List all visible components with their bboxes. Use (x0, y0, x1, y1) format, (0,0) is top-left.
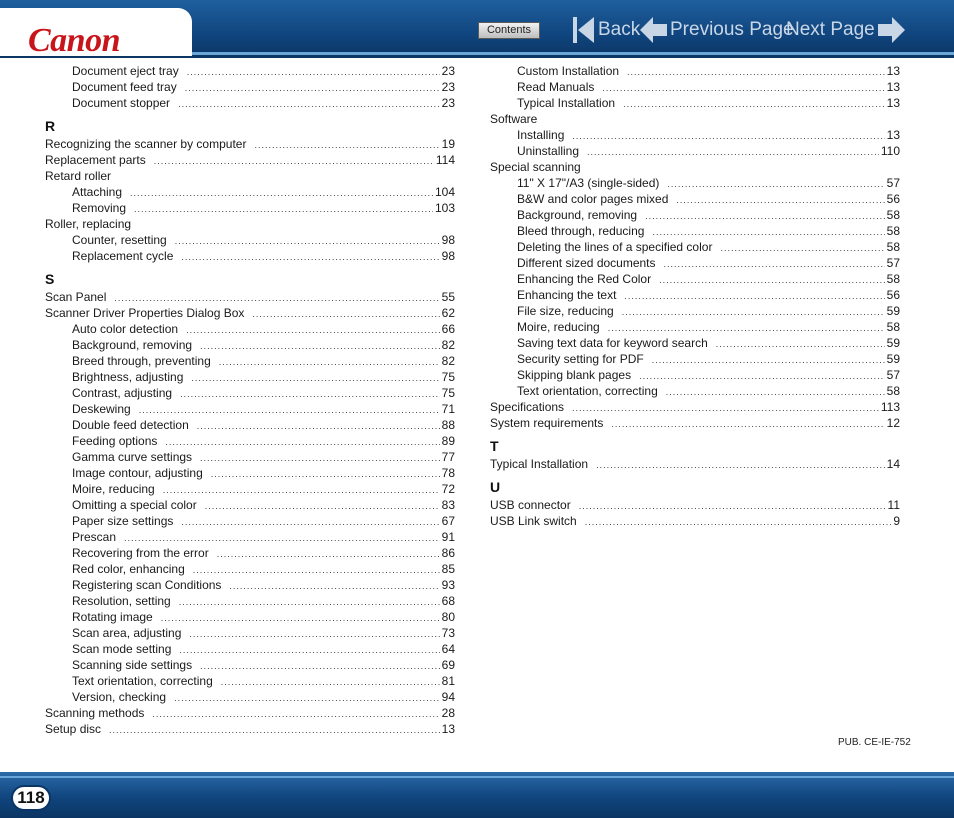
entry-label: Breed through, preventing (72, 354, 211, 368)
entry-page-link[interactable]: 98 (441, 233, 455, 247)
entry-label: 11" X 17"/A3 (single-sided) (517, 176, 660, 190)
entry-page-link[interactable]: 59 (886, 336, 900, 350)
entry-page-link[interactable]: 13 (886, 128, 900, 142)
entry-page-link[interactable]: 23 (441, 64, 455, 78)
index-column-left (45, 63, 455, 737)
dot-leader (664, 256, 885, 271)
entry-page-link[interactable]: 81 (441, 674, 455, 688)
index-subentry[interactable] (45, 417, 455, 433)
entry-label: B&W and color pages mixed (517, 192, 669, 206)
dot-leader (175, 233, 440, 248)
index-subentry[interactable] (45, 529, 455, 545)
index-subentry[interactable] (490, 175, 900, 191)
dot-leader (191, 370, 439, 385)
entry-label: Counter, resetting (72, 233, 167, 247)
entry-label: Read Manuals (517, 80, 595, 94)
entry-page-link[interactable]: 82 (441, 338, 455, 352)
dot-leader (181, 514, 439, 529)
entry-label: Recognizing the scanner by computer (45, 137, 247, 151)
entry-page-link[interactable]: 13 (441, 722, 455, 736)
index-entry[interactable] (490, 415, 900, 431)
index-entry (490, 159, 900, 175)
entry-page-link[interactable]: 55 (441, 290, 455, 304)
entry-page-link[interactable]: 110 (880, 144, 900, 158)
index-subentry[interactable] (45, 353, 455, 369)
dot-leader (720, 240, 884, 255)
publication-code: PUB. CE-IE-752 (838, 737, 911, 748)
dot-leader (163, 482, 440, 497)
index-subentry[interactable] (490, 271, 900, 287)
entry-label: Document feed tray (72, 80, 177, 94)
entry-page-link[interactable]: 113 (880, 400, 900, 414)
entry-page-link[interactable]: 58 (886, 384, 900, 398)
dot-leader (585, 514, 892, 529)
index-entry[interactable] (45, 289, 455, 305)
dot-leader (622, 304, 885, 319)
index-letter-heading: R (45, 118, 56, 134)
entry-page-link[interactable]: 83 (441, 498, 455, 512)
entry-label: Document eject tray (72, 64, 179, 78)
dot-leader (109, 722, 440, 737)
dot-leader (221, 674, 440, 689)
entry-label: Scanning methods (45, 706, 145, 720)
index-subentry[interactable] (490, 319, 900, 335)
index-entry (45, 168, 455, 184)
index-subentry[interactable] (490, 367, 900, 383)
dot-leader (716, 336, 885, 351)
index-subentry[interactable] (45, 248, 455, 264)
index-subentry[interactable] (490, 127, 900, 143)
entry-label: USB Link switch (490, 514, 577, 528)
entry-page-link[interactable]: 93 (441, 578, 455, 592)
entry-label: Brightness, adjusting (72, 370, 184, 384)
entry-label: Recovering from the error (72, 546, 209, 560)
entry-label: Background, removing (72, 338, 193, 352)
entry-page-link[interactable]: 73 (441, 626, 455, 640)
index-subentry[interactable] (490, 335, 900, 351)
dot-leader (114, 290, 439, 305)
entry-page-link[interactable]: 91 (441, 530, 455, 544)
dot-leader (179, 594, 440, 609)
dot-leader (130, 185, 433, 200)
index-entry[interactable] (45, 152, 455, 168)
index-subentry[interactable] (490, 383, 900, 399)
dot-leader (587, 144, 879, 159)
dot-leader (624, 288, 884, 303)
entry-label: Scan mode setting (72, 642, 172, 656)
entry-label: Deskewing (72, 402, 131, 416)
entry-page-link[interactable]: 58 (886, 272, 900, 286)
index-entry[interactable] (45, 305, 455, 321)
logo-panel (0, 8, 192, 59)
dot-leader (652, 224, 884, 239)
index-subentry[interactable] (45, 337, 455, 353)
entry-label: Skipping blank pages (517, 368, 632, 382)
entry-page-link[interactable]: 58 (886, 320, 900, 334)
dot-leader (124, 530, 440, 545)
dot-leader (200, 658, 440, 673)
index-subentry[interactable] (45, 401, 455, 417)
entry-label: Retard roller (45, 169, 112, 183)
entry-label: Replacement parts (45, 153, 146, 167)
entry-label: Paper size settings (72, 514, 174, 528)
entry-page-link[interactable]: 13 (886, 96, 900, 110)
entry-page-link[interactable]: 114 (435, 153, 455, 167)
entry-label: Typical Installation (517, 96, 616, 110)
dot-leader (178, 96, 440, 111)
index-subentry[interactable] (45, 673, 455, 689)
entry-page-link[interactable]: 104 (434, 185, 455, 199)
entry-label: Different sized documents (517, 256, 656, 270)
entry-page-link[interactable]: 71 (441, 402, 455, 416)
dot-leader (627, 64, 885, 79)
entry-page-link[interactable]: 23 (441, 80, 455, 94)
entry-label: Red color, enhancing (72, 562, 185, 576)
index-subentry[interactable] (490, 255, 900, 271)
index-entry[interactable] (45, 705, 455, 721)
entry-label: Double feed detection (72, 418, 189, 432)
index-entry (490, 111, 900, 127)
index-subentry[interactable] (45, 561, 455, 577)
entry-page-link[interactable]: 23 (441, 96, 455, 110)
back-button[interactable] (573, 14, 640, 46)
entry-label: Typical Installation (490, 457, 589, 471)
dot-leader (200, 450, 440, 465)
dot-leader (579, 498, 886, 513)
entry-label: Background, removing (517, 208, 638, 222)
index-subentry[interactable] (45, 625, 455, 641)
entry-page-link[interactable]: 75 (441, 386, 455, 400)
entry-label: Document stopper (72, 96, 171, 110)
index-subentry[interactable] (490, 63, 900, 79)
entry-page-link[interactable]: 77 (441, 450, 455, 464)
entry-page-link[interactable]: 78 (441, 466, 455, 480)
dot-leader (193, 562, 440, 577)
entry-label: Prescan (72, 530, 117, 544)
entry-page-link[interactable]: 85 (441, 562, 455, 576)
next-page-label: Next Page (786, 19, 875, 40)
dot-leader (608, 320, 885, 335)
entry-page-link[interactable]: 94 (441, 690, 455, 704)
index-letter-heading: U (490, 479, 501, 495)
back-arrow-icon (578, 17, 594, 43)
dot-leader (200, 338, 440, 353)
entry-label: Attaching (72, 185, 123, 199)
entry-label: Omitting a special color (72, 498, 197, 512)
entry-page-link[interactable]: 88 (441, 418, 455, 432)
entry-label: Setup disc (45, 722, 102, 736)
dot-leader (197, 418, 440, 433)
index-subentry[interactable] (490, 287, 900, 303)
entry-label: Replacement cycle (72, 249, 174, 263)
index-subentry[interactable] (490, 223, 900, 239)
dot-leader (187, 64, 440, 79)
index-subentry[interactable] (45, 369, 455, 385)
entry-page-link[interactable]: 13 (886, 64, 900, 78)
dot-leader (189, 626, 439, 641)
entry-label: Registering scan Conditions (72, 578, 222, 592)
entry-label: Scan Panel (45, 290, 107, 304)
dot-leader (676, 192, 884, 207)
entry-label: USB connector (490, 498, 571, 512)
dot-leader (659, 272, 885, 287)
entry-label: Moire, reducing (72, 482, 155, 496)
entry-page-link[interactable]: 28 (441, 706, 455, 720)
dot-leader (180, 386, 440, 401)
entry-page-link[interactable]: 58 (886, 240, 900, 254)
entry-label: Version, checking (72, 690, 167, 704)
entry-page-link[interactable]: 98 (441, 249, 455, 263)
page-number-badge: 118 (11, 785, 51, 811)
next-arrow-icon (878, 17, 905, 43)
dot-leader (596, 457, 885, 472)
index-subentry[interactable] (45, 609, 455, 625)
entry-page-link[interactable]: 64 (441, 642, 455, 656)
index-subentry[interactable] (45, 593, 455, 609)
index-subentry[interactable] (490, 191, 900, 207)
entry-page-link[interactable]: 9 (893, 514, 900, 528)
dot-leader (154, 153, 434, 168)
index-subentry[interactable] (490, 95, 900, 111)
entry-label: Removing (72, 201, 127, 215)
entry-label: System requirements (490, 416, 604, 430)
previous-page-label: Previous Page (670, 19, 794, 40)
dot-leader (186, 322, 440, 337)
entry-label: Software (490, 112, 538, 126)
entry-label: Saving text data for keyword search (517, 336, 708, 350)
index-subentry[interactable] (45, 95, 455, 111)
entry-label: Installing (517, 128, 565, 142)
footer-bar (0, 772, 954, 818)
entry-page-link[interactable]: 57 (886, 368, 900, 382)
entry-page-link[interactable]: 72 (441, 482, 455, 496)
index-subentry[interactable] (490, 303, 900, 319)
entry-page-link[interactable]: 80 (441, 610, 455, 624)
index-subentry[interactable] (490, 143, 900, 159)
entry-label: File size, reducing (517, 304, 614, 318)
entry-label: Special scanning (490, 160, 581, 174)
entry-page-link[interactable]: 57 (886, 256, 900, 270)
dot-leader (623, 96, 885, 111)
dot-leader (219, 354, 440, 369)
index-subentry[interactable] (490, 79, 900, 95)
dot-leader (229, 578, 439, 593)
entry-label: Resolution, setting (72, 594, 171, 608)
index-subentry[interactable] (490, 239, 900, 255)
entry-page-link[interactable]: 14 (886, 457, 900, 471)
index-subentry[interactable] (45, 465, 455, 481)
dot-leader (205, 498, 440, 513)
dot-leader (254, 137, 439, 152)
entry-page-link[interactable]: 13 (886, 80, 900, 94)
entry-label: Roller, replacing (45, 217, 132, 231)
footer-stripe (0, 776, 954, 778)
entry-page-link[interactable]: 57 (886, 176, 900, 190)
index-subentry[interactable] (45, 63, 455, 79)
entry-label: Security setting for PDF (517, 352, 644, 366)
entry-label: Image contour, adjusting (72, 466, 203, 480)
back-label: Back (598, 19, 641, 40)
index-subentry[interactable] (45, 577, 455, 593)
dot-leader (161, 610, 440, 625)
entry-label: Text orientation, correcting (517, 384, 658, 398)
entry-page-link[interactable]: 56 (886, 288, 900, 302)
previous-page-button[interactable] (640, 14, 794, 46)
entry-page-link[interactable]: 68 (441, 594, 455, 608)
index-entry[interactable] (490, 513, 900, 529)
entry-label: Moire, reducing (517, 320, 600, 334)
dot-leader (179, 642, 439, 657)
index-subentry[interactable] (45, 184, 455, 200)
index-subentry[interactable] (45, 497, 455, 513)
entry-page-link[interactable]: 69 (441, 658, 455, 672)
dot-leader (572, 400, 879, 415)
dot-leader (645, 208, 885, 223)
entry-page-link[interactable]: 58 (886, 224, 900, 238)
index-subentry[interactable] (45, 481, 455, 497)
index-subentry[interactable] (490, 351, 900, 367)
dot-leader (217, 546, 440, 561)
entry-label: Deleting the lines of a specified color (517, 240, 713, 254)
next-page-button[interactable] (786, 14, 905, 46)
index-entry[interactable] (45, 721, 455, 737)
entry-label: Custom Installation (517, 64, 620, 78)
entry-page-link[interactable]: 86 (441, 546, 455, 560)
entry-page-link[interactable]: 12 (886, 416, 900, 430)
entry-label: Enhancing the text (517, 288, 617, 302)
entry-label: Scanning side settings (72, 658, 193, 672)
index-subentry[interactable] (490, 207, 900, 223)
entry-label: Specifications (490, 400, 565, 414)
index-entry[interactable] (490, 399, 900, 415)
dot-leader (185, 80, 440, 95)
entry-label: Contrast, adjusting (72, 386, 173, 400)
entry-page-link[interactable]: 62 (441, 306, 455, 320)
back-bar-icon (573, 17, 577, 43)
index-subentry[interactable] (45, 513, 455, 529)
entry-page-link[interactable]: 59 (886, 304, 900, 318)
entry-page-link[interactable]: 11 (887, 498, 900, 512)
index-subentry[interactable] (45, 200, 455, 216)
index-letter-heading: S (45, 271, 55, 287)
dot-leader (667, 176, 884, 191)
dot-leader (611, 416, 884, 431)
entry-page-link[interactable]: 59 (886, 352, 900, 366)
entry-label: Scan area, adjusting (72, 626, 182, 640)
dot-leader (139, 402, 440, 417)
index-entry (45, 216, 455, 232)
index-subentry[interactable] (45, 385, 455, 401)
entry-label: Scanner Driver Properties Dialog Box (45, 306, 245, 320)
entry-page-link[interactable]: 66 (441, 322, 455, 336)
index-subentry[interactable] (45, 79, 455, 95)
previous-arrow-icon (640, 17, 667, 43)
dot-leader (666, 384, 885, 399)
entry-page-link[interactable]: 67 (441, 514, 455, 528)
entry-label: Auto color detection (72, 322, 179, 336)
index-subentry[interactable] (45, 641, 455, 657)
entry-label: Text orientation, correcting (72, 674, 213, 688)
entry-page-link[interactable]: 89 (441, 434, 455, 448)
dot-leader (652, 352, 885, 367)
entry-page-link[interactable]: 103 (434, 201, 455, 215)
index-subentry[interactable] (45, 689, 455, 705)
index-entry[interactable] (490, 456, 900, 472)
contents-button[interactable]: Contents (478, 22, 540, 39)
dot-leader (602, 80, 884, 95)
entry-page-link[interactable]: 56 (886, 192, 900, 206)
index-column-right (490, 63, 900, 529)
entry-label: Feeding options (72, 434, 158, 448)
dot-leader (165, 434, 439, 449)
index-subentry[interactable] (45, 321, 455, 337)
index-entry[interactable] (490, 497, 900, 513)
entry-label: Rotating image (72, 610, 153, 624)
index-subentry[interactable] (45, 657, 455, 673)
canon-logo: Canon (28, 22, 120, 59)
dot-leader (252, 306, 439, 321)
index-subentry[interactable] (45, 449, 455, 465)
entry-label: Gamma curve settings (72, 450, 193, 464)
dot-leader (152, 706, 439, 721)
index-subentry[interactable] (45, 232, 455, 248)
dot-leader (134, 201, 433, 216)
entry-page-link[interactable]: 75 (441, 370, 455, 384)
dot-leader (572, 128, 884, 143)
dot-leader (181, 249, 439, 264)
entry-page-link[interactable]: 19 (441, 137, 455, 151)
entry-page-link[interactable]: 58 (886, 208, 900, 222)
entry-label: Bleed through, reducing (517, 224, 645, 238)
entry-label: Enhancing the Red Color (517, 272, 652, 286)
index-subentry[interactable] (45, 433, 455, 449)
entry-page-link[interactable]: 82 (441, 354, 455, 368)
dot-leader (639, 368, 885, 383)
index-entry[interactable] (45, 136, 455, 152)
entry-label: Uninstalling (517, 144, 580, 158)
dot-leader (174, 690, 440, 705)
index-letter-heading: T (490, 438, 499, 454)
dot-leader (211, 466, 440, 481)
index-subentry[interactable] (45, 545, 455, 561)
